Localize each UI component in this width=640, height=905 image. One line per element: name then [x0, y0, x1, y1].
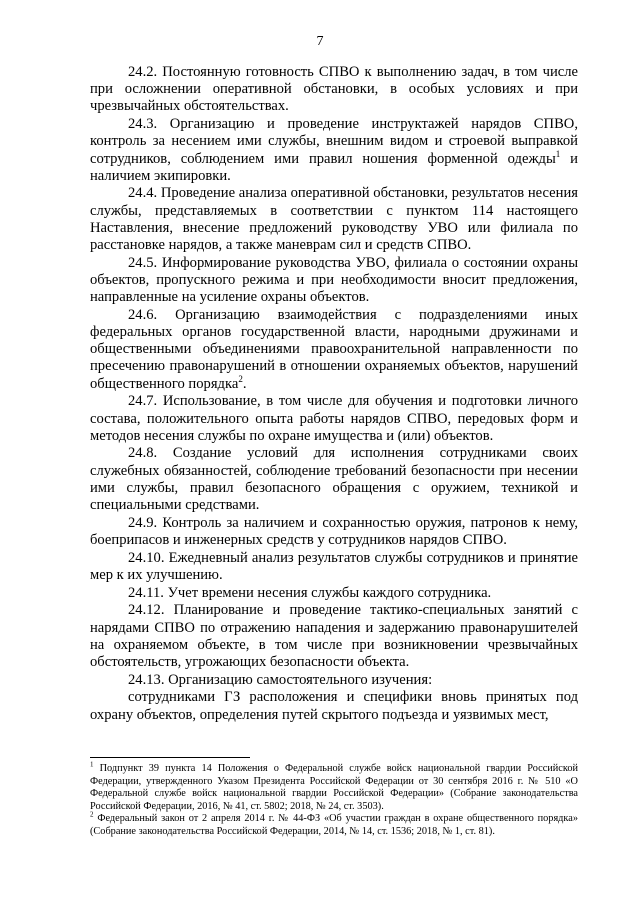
paragraph-24-12: 24.12. Планирование и проведение тактико-специальных занятий с нарядами СПВО по отражению нападения и задержанию правонарушителей на охраняемом объекте, в том числе при возникновении чрезвычайных обстоятельств, угрожающих безопасности объекта. — [90, 602, 578, 670]
paragraph-24-7: 24.7. Использование, в том числе для обучения и подготовки личного состава, положительного опыта работы нарядов СПВО, передовых форм и методов несения службы по охране имущества и (или) объектов. — [90, 393, 578, 444]
paragraph-24-5: 24.5. Информирование руководства УВО, филиала о состоянии охраны объектов, пропускного режима и при необходимости вносит предложения, направленные на усиление охраны объектов. — [90, 254, 578, 306]
paragraph-24-4: 24.4. Проведение анализа оперативной обстановки, результатов несения службы, представляемых в соответствии с пунктом 114 настоящего Наставления, внесение предложений руководству УВО или филиала по расстановке нарядов, а также маневрам сил и средств СПВО. — [90, 185, 578, 254]
paragraph-24-10: 24.10. Ежедневный анализ результатов службы сотрудников и принятие мер к их улучшению. — [90, 549, 578, 583]
footnote-divider — [90, 757, 250, 758]
paragraph-24-9: 24.9. Контроль за наличием и сохранностью оружия, патронов к нему, боеприпасов и инженерных средств у сотрудников нарядов СПВО. — [90, 514, 578, 548]
paragraph-24-13: 24.13. Организацию самостоятельного изучения: — [128, 671, 433, 688]
footnote-2: $^2$ Федеральный закон от 2 апреля 2014 г. № 44-ФЗ «Об участии граждан в охране общественного порядка» (Собрание законодательства Российской Федерации, 2014, № 14, ст. 1536; 2018, № 1, ст. 81). — [90, 810, 578, 837]
paragraph-24-6: 24.6. Организацию взаимодействия с подразделениями иных федеральных органов государственной власти, народными дружинами и общественными объединениями правоохранительной направленности по пресечению правонарушений в отношении охраняемых объектов, нарушений общественного порядка$^2$. — [90, 306, 578, 392]
footnotes — [90, 760, 578, 839]
footnote-ref-1[interactable]: 1 — [555, 148, 561, 159]
footnote-ref-2[interactable]: 2 — [238, 373, 243, 384]
document-body — [90, 64, 578, 724]
page-number: 7 — [316, 34, 324, 49]
paragraph-24-13-item: сотрудниками ГЗ расположения и специфики вновь принятых под охрану объектов, определения путей скрытого подъезда и уязвимых мест, — [90, 689, 578, 723]
paragraph-24-3: 24.3. Организацию и проведение инструктажей нарядов СПВО, контроль за несением ими службы, внешним видом и строевой выправкой сотрудников, соблюдением ими правил ношения форменной одежды$^1$ и наличием экипировки. — [90, 116, 578, 184]
paragraph-24-2: 24.2. Постоянную готовность СПВО к выполнению задач, в том числе при осложнении оперативной обстановки, в особых условиях и при чрезвычайных обстоятельствах. — [90, 64, 578, 115]
footnote-1: $^1$ Подпункт 39 пункта 14 Положения о Федеральной службе войск национальной гвардии Российской Федерации, утвержденного Указом Президента Российской Федерации от 30 сентября 2016 г. № 510 «О Федеральной службе войск национальной гвардии Российской Федерации» (Собрание законодательства Российской Федерации, 2016, № 41, ст. 5802; 2018, № 24, ст. 3503). — [90, 760, 578, 812]
paragraph-24-8: 24.8. Создание условий для исполнения сотрудниками своих служебных обязанностей, соблюдение требований безопасности при несении ими службы, правил безопасного обращения с оружием, техникой и специальными средствами. — [90, 445, 578, 514]
paragraph-24-11: 24.11. Учет времени несения службы каждого сотрудника. — [128, 584, 492, 601]
